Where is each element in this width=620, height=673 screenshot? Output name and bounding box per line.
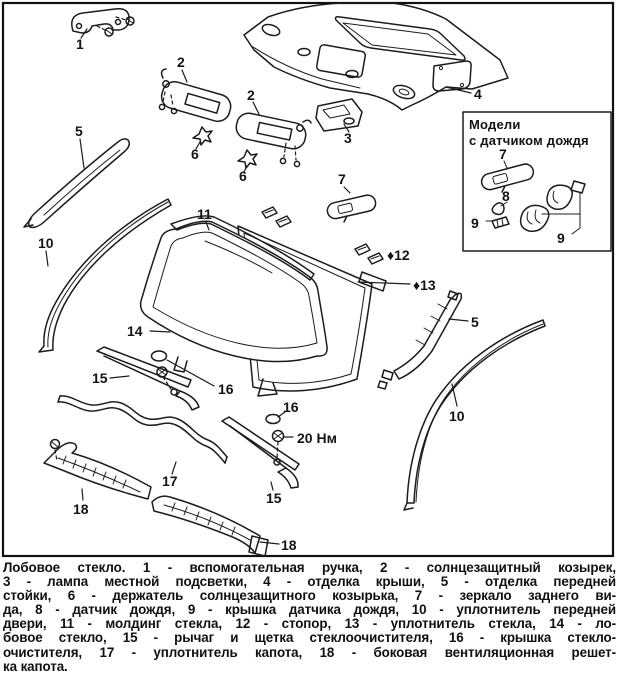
part-2-sun-visor-right [234,111,311,167]
callout-14-glass: 14 [127,323,143,339]
callout-6-holder-left: 6 [191,146,199,162]
callout-2-visor-right: 2 [247,87,255,103]
callout-15-wiper-left: 15 [92,370,108,386]
part-16-wiper-cap-right [266,415,280,424]
callout-10-strip-left: 10 [38,235,54,251]
screw-icon [280,158,285,163]
part-3-dome-lamp [316,99,362,131]
inset-part-9-cover-ribbed [521,205,549,231]
rain-sensor-inset [463,112,611,251]
legend-line-8: ка капота. [3,658,68,673]
inset-callout-9-right: 9 [557,230,565,246]
part-17-hood-seal [58,396,227,463]
part-5-front-pillar-trim-right [378,291,461,389]
screw-icon [126,17,134,25]
legend-line-2: 3 - лампа местной подсветки, 4 - отделка крыши, 5 - отделка передней [3,574,616,590]
callout-18-grille-right: 18 [281,537,297,553]
inset-part-9-cover-small [492,217,509,228]
part-16-wiper-cap-left [152,351,167,361]
legend-caption [0,559,620,673]
part-4-roof-headliner [244,3,508,110]
callout-16-cap-right: 16 [283,399,299,415]
legend-line-6: бовое стекло, 15 - рычаг и щетка стеклоочистителя, 16 - крышка стекло- [3,630,616,646]
callout-13-seal: ♦13 [413,277,436,293]
inset-title-line2: с датчиком дождя [469,133,589,148]
inset-title-line1: Модели [469,117,521,132]
legend-line-5: двери, 11 - молдинг стекла, 12 - стопор, 13 - уплотнитель стекла, 14 - ло- [3,616,616,632]
part-5-front-pillar-trim-left [24,139,129,228]
sunroof-opening [336,17,466,60]
callout-3-lamp: 3 [344,130,352,146]
callout-12-stopper: ♦12 [387,247,410,263]
part-6-visor-holder-left [193,127,212,145]
part-6-visor-holder-right [238,150,257,168]
screw-icon [51,440,60,449]
legend-line-3: стойки, 6 - держатель солнцезащитного козырька, 7 - зеркало заднего ви- [3,588,616,604]
part-10-door-weatherstrip-right [404,320,545,510]
legend-line-7: очистителя, 17 - уплотнитель капота, 18 - боковая вентиляционная решет- [3,644,616,660]
callout-16-cap-left: 16 [218,381,234,397]
part-14-windshield-glass [141,221,327,372]
part-1-assist-handle [72,9,134,36]
callout-5-pillar-right: 5 [471,314,479,330]
part-15-wiper-right [222,417,299,488]
callout-2-visor-left: 2 [177,54,185,70]
inset-callout-9-left: 9 [471,215,479,231]
callout-11-molding: 11 [197,206,212,222]
callout-18-grille-left: 18 [73,501,89,517]
part-18-hood-vent-grille-right [152,496,268,556]
part-2-sun-visor-left [159,69,234,124]
callout-6-holder-right: 6 [239,168,247,184]
callout-7-mirror: 7 [338,171,346,187]
callout-10-strip-right: 10 [449,408,465,424]
torque-label: 20 Нм [297,430,337,446]
torque-nut [273,431,284,442]
callout-1-handle: 1 [76,36,84,52]
callout-4-roof-trim: 4 [474,86,482,102]
screw-icon [294,161,299,166]
screw-icon [105,28,113,36]
callout-5-pillar-left: 5 [75,123,83,139]
inset-callout-8: 8 [502,188,510,204]
diagram-art [24,3,545,556]
screw-icon [159,104,164,109]
inset-part-9-cover-curved [547,181,585,209]
part-12-stopper-clips [262,207,383,264]
legend-line-1: Лобовое стекло. 1 - вспомогательная ручка, 2 - солнцезащитный козырек, [3,560,616,575]
callout-15-wiper-right: 15 [266,490,282,506]
inset-callout-7: 7 [499,146,507,162]
callout-17-hood-seal: 17 [162,473,178,489]
part-15-wiper-left [97,347,199,410]
part-18-hood-vent-grille-left [44,440,151,500]
legend-line-4: да, 8 - датчик дождя, 9 - крышка датчика дождя, 10 - уплотнитель передней [3,602,616,618]
part-7-rearview-mirror [326,194,377,222]
